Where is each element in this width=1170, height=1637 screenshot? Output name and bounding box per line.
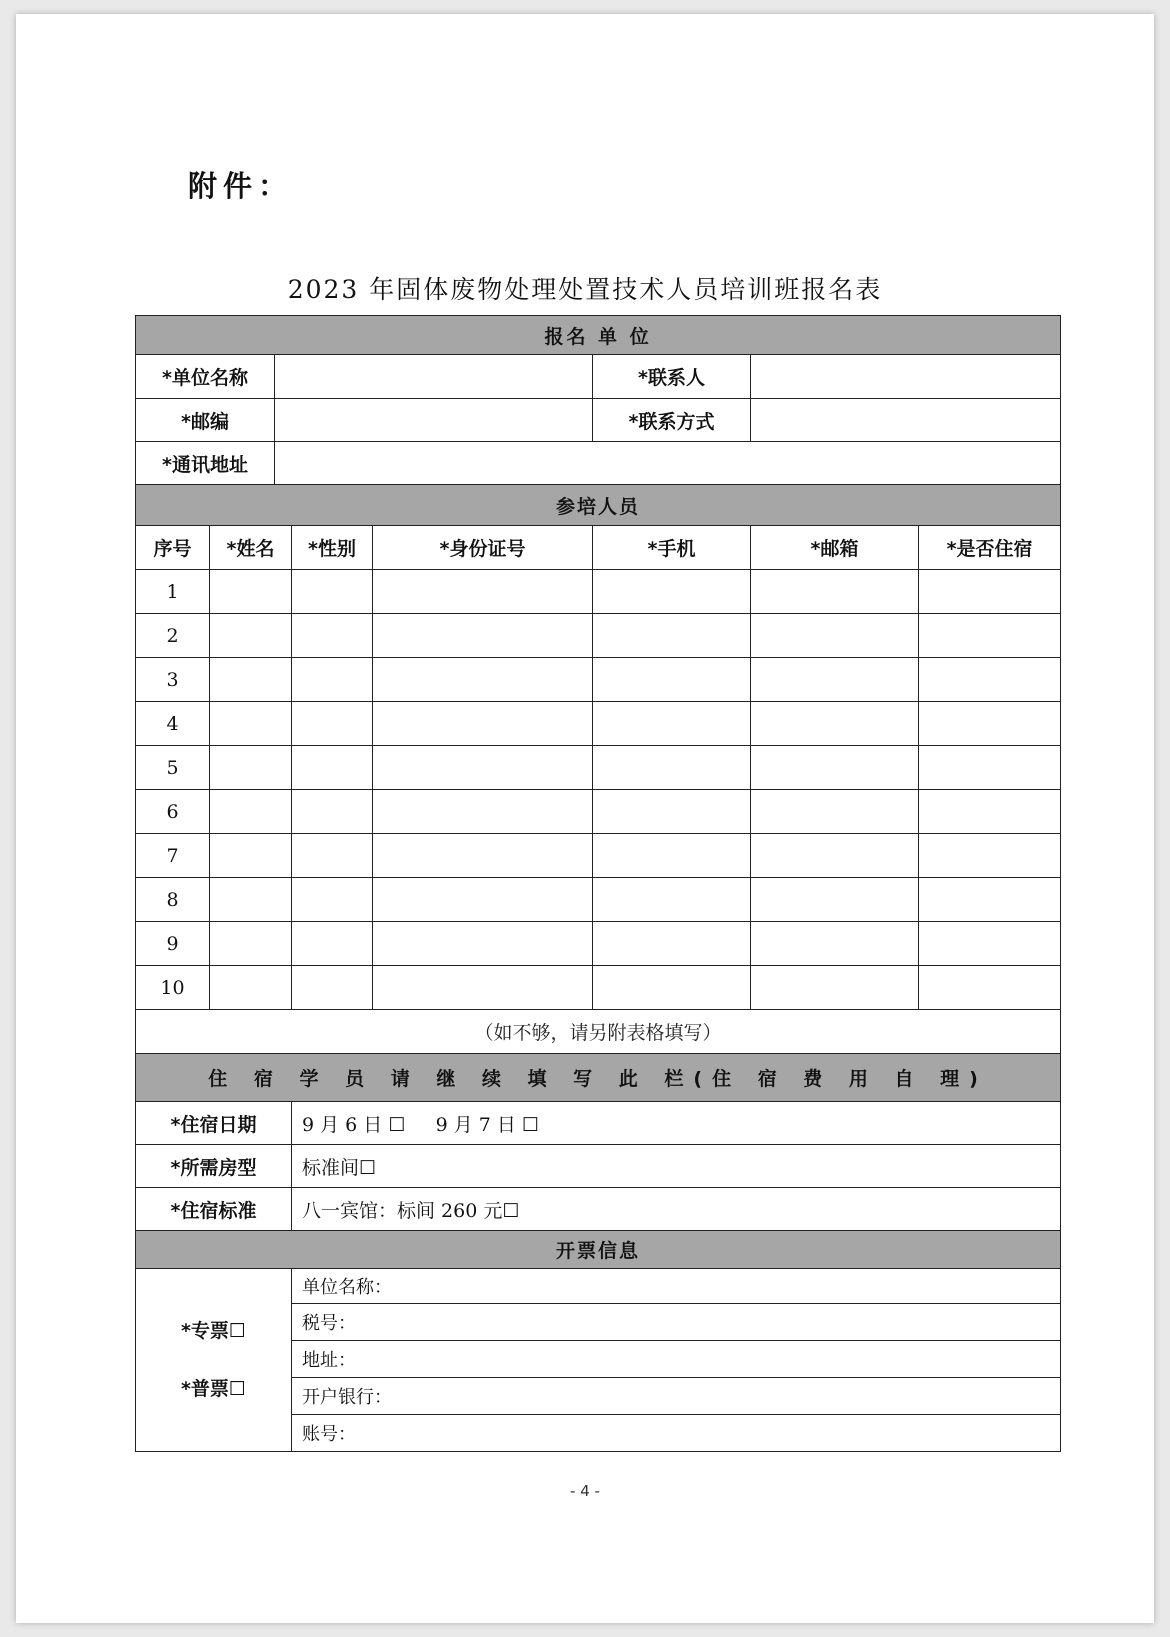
participant-row [136, 702, 1061, 746]
room-type-label: *所需房型 [136, 1145, 292, 1188]
mobile-cell[interactable] [593, 790, 751, 834]
registration-form-table [135, 315, 1061, 1452]
row-index: 8 [136, 878, 210, 922]
mobile-cell[interactable] [593, 702, 751, 746]
address-label: *通讯地址 [136, 442, 275, 485]
id-number-cell[interactable] [373, 790, 593, 834]
name-cell[interactable] [210, 570, 292, 614]
email-cell[interactable] [751, 878, 919, 922]
name-cell[interactable] [210, 790, 292, 834]
form-title: 2023 年固体废物处理处置技术人员培训班报名表 [287, 275, 883, 304]
participant-rows [136, 570, 1061, 1010]
lodging-section-header: 住 宿 学 员 请 继 续 填 写 此 栏(住 宿 费 用 自 理) [136, 1054, 1061, 1102]
contact-field[interactable] [751, 355, 1061, 399]
email-cell[interactable] [751, 658, 919, 702]
col-header-index: 序号 [136, 526, 210, 570]
unit-name-label: *单位名称 [136, 355, 275, 399]
lodging-standard-option[interactable]: 八一宾馆：标间 260 元☐ [292, 1188, 1061, 1231]
email-cell[interactable] [751, 966, 919, 1010]
invoice-address-field[interactable]: 地址： [292, 1341, 1061, 1378]
unit-section-header: 报名 单 位 [136, 316, 1061, 355]
lodging-cell[interactable] [919, 702, 1061, 746]
lodging-cell[interactable] [919, 614, 1061, 658]
mobile-cell[interactable] [593, 834, 751, 878]
lodging-cell[interactable] [919, 966, 1061, 1010]
lodging-cell[interactable] [919, 746, 1061, 790]
mobile-cell[interactable] [593, 966, 751, 1010]
id-number-cell[interactable] [373, 570, 593, 614]
email-cell[interactable] [751, 790, 919, 834]
participant-row [136, 922, 1061, 966]
participant-row [136, 878, 1061, 922]
col-header-gender: *性别 [292, 526, 373, 570]
attachment-label: 附件： [188, 169, 294, 203]
lodging-cell[interactable] [919, 658, 1061, 702]
lodging-date-label: *住宿日期 [136, 1102, 292, 1145]
email-cell[interactable] [751, 922, 919, 966]
lodging-cell[interactable] [919, 922, 1061, 966]
col-header-id-number: *身份证号 [373, 526, 593, 570]
row-index: 3 [136, 658, 210, 702]
gender-cell[interactable] [292, 834, 373, 878]
invoice-section-header: 开票信息 [136, 1231, 1061, 1269]
gender-cell[interactable] [292, 570, 373, 614]
gender-cell[interactable] [292, 614, 373, 658]
gender-cell[interactable] [292, 658, 373, 702]
id-number-cell[interactable] [373, 878, 593, 922]
email-cell[interactable] [751, 702, 919, 746]
id-number-cell[interactable] [373, 746, 593, 790]
room-type-option[interactable]: 标准间☐ [292, 1145, 1061, 1188]
row-index: 1 [136, 570, 210, 614]
name-cell[interactable] [210, 922, 292, 966]
id-number-cell[interactable] [373, 702, 593, 746]
participant-row [136, 834, 1061, 878]
lodging-cell[interactable] [919, 834, 1061, 878]
row-index: 6 [136, 790, 210, 834]
normal-invoice-option[interactable]: *普票☐ [181, 1378, 246, 1400]
col-header-name: *姓名 [210, 526, 292, 570]
invoice-tax-number-field[interactable]: 税号： [292, 1304, 1061, 1341]
mobile-cell[interactable] [593, 570, 751, 614]
row-index: 7 [136, 834, 210, 878]
mobile-cell[interactable] [593, 746, 751, 790]
address-field[interactable] [275, 442, 1061, 485]
gender-cell[interactable] [292, 746, 373, 790]
postcode-field[interactable] [275, 399, 593, 442]
participant-row [136, 966, 1061, 1010]
participants-note: （如不够，请另附表格填写） [136, 1010, 1061, 1054]
name-cell[interactable] [210, 702, 292, 746]
col-header-lodging: *是否住宿 [919, 526, 1061, 570]
gender-cell[interactable] [292, 922, 373, 966]
mobile-cell[interactable] [593, 614, 751, 658]
gender-cell[interactable] [292, 878, 373, 922]
lodging-date-options[interactable]: 9 月 6 日 ☐ 9 月 7 日 ☐ [292, 1102, 1061, 1145]
email-cell[interactable] [751, 614, 919, 658]
id-number-cell[interactable] [373, 922, 593, 966]
mobile-cell[interactable] [593, 878, 751, 922]
email-cell[interactable] [751, 834, 919, 878]
invoice-bank-field[interactable]: 开户银行： [292, 1378, 1061, 1415]
gender-cell[interactable] [292, 790, 373, 834]
name-cell[interactable] [210, 834, 292, 878]
id-number-cell[interactable] [373, 614, 593, 658]
participant-row [136, 790, 1061, 834]
lodging-cell[interactable] [919, 790, 1061, 834]
name-cell[interactable] [210, 878, 292, 922]
participant-row [136, 614, 1061, 658]
row-index: 9 [136, 922, 210, 966]
invoice-unit-name-field[interactable]: 单位名称： [292, 1269, 1061, 1304]
special-invoice-option[interactable]: *专票☐ [181, 1320, 246, 1342]
id-number-cell[interactable] [373, 966, 593, 1010]
name-cell[interactable] [210, 966, 292, 1010]
lodging-cell[interactable] [919, 878, 1061, 922]
email-cell[interactable] [751, 746, 919, 790]
name-cell[interactable] [210, 746, 292, 790]
contact-method-label: *联系方式 [593, 399, 751, 442]
document-page [16, 14, 1154, 1623]
lodging-standard-label: *住宿标准 [136, 1188, 292, 1231]
page-number: - 4 - [570, 1482, 600, 1500]
row-index: 2 [136, 614, 210, 658]
participant-row [136, 746, 1061, 790]
col-header-mobile: *手机 [593, 526, 751, 570]
col-header-email: *邮箱 [751, 526, 919, 570]
id-number-cell[interactable] [373, 658, 593, 702]
row-index: 10 [136, 966, 210, 1010]
id-number-cell[interactable] [373, 834, 593, 878]
invoice-type-cell [136, 1269, 292, 1452]
participants-section-header: 参培人员 [136, 485, 1061, 526]
gender-cell[interactable] [292, 966, 373, 1010]
row-index: 4 [136, 702, 210, 746]
gender-cell[interactable] [292, 702, 373, 746]
participant-row [136, 658, 1061, 702]
contact-method-field[interactable] [751, 399, 1061, 442]
name-cell[interactable] [210, 658, 292, 702]
name-cell[interactable] [210, 614, 292, 658]
mobile-cell[interactable] [593, 922, 751, 966]
invoice-account-field[interactable]: 账号： [292, 1415, 1061, 1452]
participant-row [136, 570, 1061, 614]
lodging-cell[interactable] [919, 570, 1061, 614]
mobile-cell[interactable] [593, 658, 751, 702]
email-cell[interactable] [751, 570, 919, 614]
row-index: 5 [136, 746, 210, 790]
contact-label: *联系人 [593, 355, 751, 399]
postcode-label: *邮编 [136, 399, 275, 442]
unit-name-field[interactable] [275, 355, 593, 399]
